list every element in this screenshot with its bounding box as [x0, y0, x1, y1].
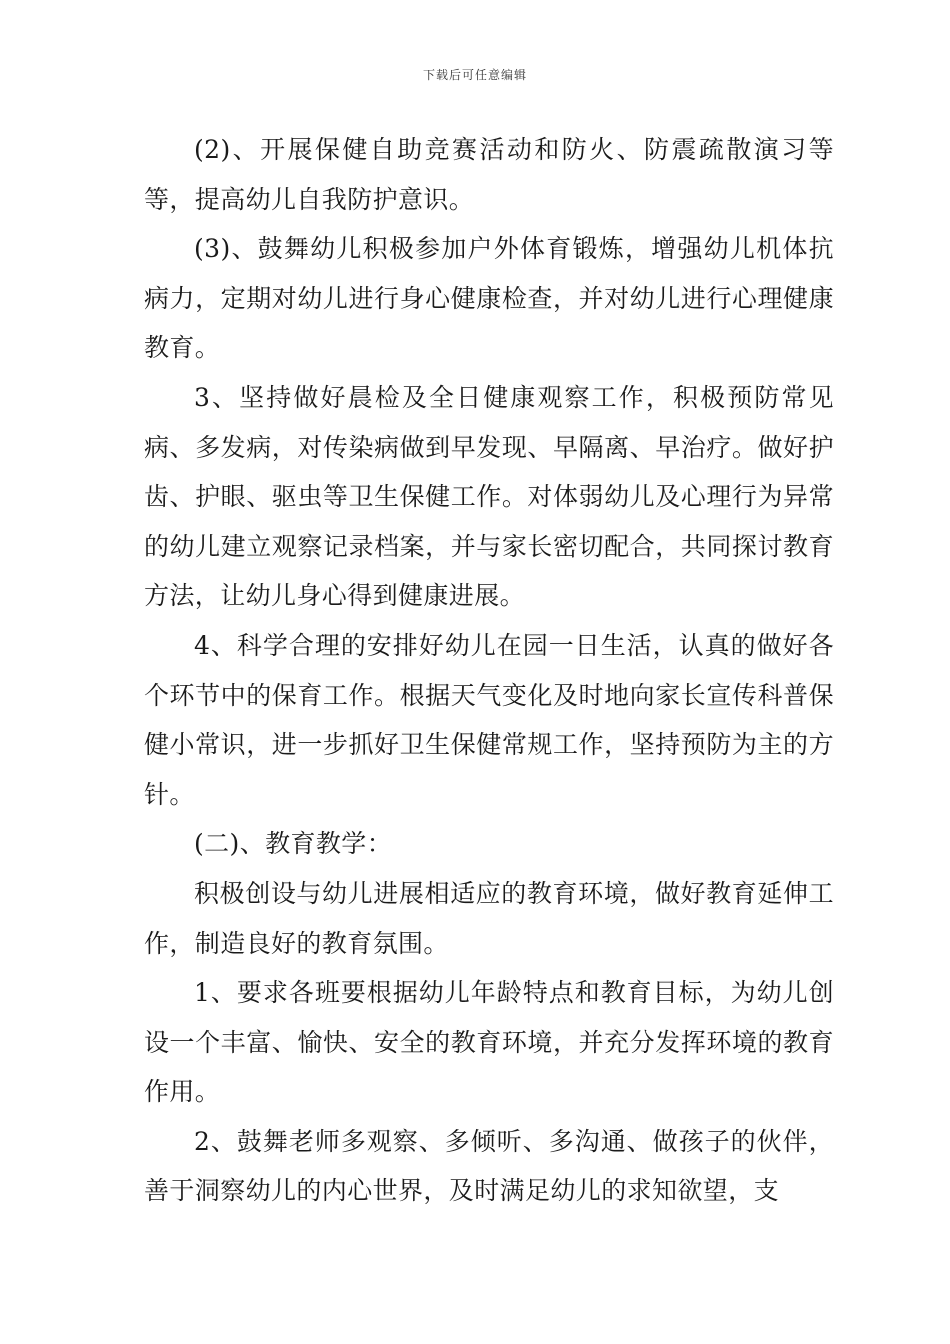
paragraph-item-3: (3)、鼓舞幼儿积极参加户外体育锻炼，增强幼儿机体抗病力，定期对幼儿进行身心健康检查，并对幼儿进行心理健康教育。 [144, 234, 834, 363]
paragraph-education-2: 2、鼓舞老师多观察、多倾听、多沟通、做孩子的伙伴，善于洞察幼儿的内心世界，及时满足幼儿的求知欲望，支 [144, 1126, 834, 1206]
paragraph-section-3: 3、坚持做好晨检及全日健康观察工作，积极预防常见病、多发病，对传染病做到早发现、早隔离、早治疗。做好护齿、护眼、驱虫等卫生保健工作。对体弱幼儿及心理行为异常的幼儿建立观察记录档案，并与家长密切配合，共同探讨教育方法，让幼儿身心得到健康进展。 [144, 382, 834, 611]
section-heading-education: (二)、教育教学： [194, 829, 393, 859]
paragraph-section-4: 4、科学合理的安排好幼儿在园一日生活，认真的做好各个环节中的保育工作。根据天气变化及时地向家长宣传科普保健小常识，进一步抓好卫生保健常规工作，坚持预防为主的方针。 [144, 630, 834, 809]
paragraph-item-2: (2)、开展保健自助竞赛活动和防火、防震疏散演习等等，提高幼儿自我防护意识。 [144, 135, 834, 214]
paragraph-education-1: 1、要求各班要根据幼儿年龄特点和教育目标，为幼儿创设一个丰富、愉快、安全的教育环境，并充分发挥环境的教育作用。 [144, 978, 834, 1107]
page-header-note: 下载后可任意编辑 [422, 68, 527, 82]
paragraph-education-intro: 积极创设与幼儿进展相适应的教育环境，做好教育延伸工作，制造良好的教育氛围。 [144, 878, 834, 958]
document-body [144, 125, 834, 1216]
